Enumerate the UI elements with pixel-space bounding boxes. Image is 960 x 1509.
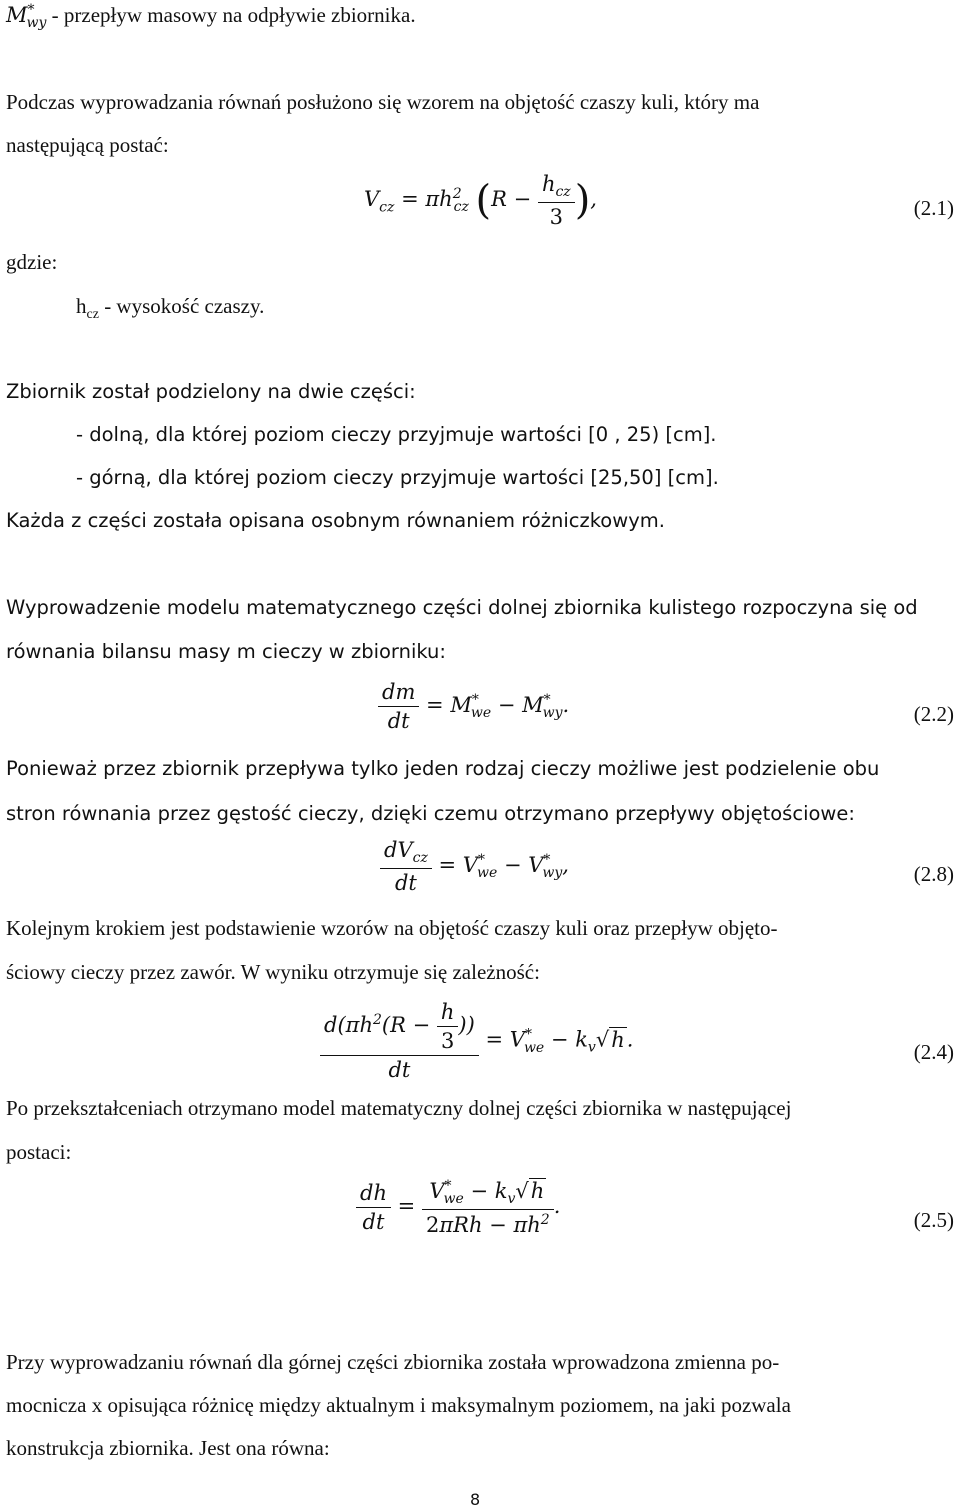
top-definition-text: - przepływ masowy na odpływie zbiornika. xyxy=(46,3,416,27)
division-line-4: Każda z części została opisana osobnym równaniem różniczkowym. xyxy=(6,509,665,532)
upper-line-1: Przy wyprowadzaniu równań dla górnej części zbiornika została wprowadzona zmienna po- xyxy=(6,1350,780,1374)
density-line-1: Ponieważ przez zbiornik przepływa tylko jeden rodzaj cieczy możliwe jest podzielenie obu xyxy=(6,757,880,780)
next-step-line-1: Kolejnym krokiem jest podstawienie wzorów na objętość czaszy kuli oraz przepływ objęto- xyxy=(6,916,778,940)
equation-2-1: $V_{cz} = \pi h^2_{cz}$ (R − $\frac{h_{cz}}{3}$ ), xyxy=(364,172,597,230)
equation-2-1-number: (2.1) xyxy=(913,196,954,220)
gdzie-item-text: - wysokość czaszy. xyxy=(104,294,265,318)
equation-2-2: $\frac{dm}{dt}$ = $M^*_{we} - M^*_{wy}$. xyxy=(378,680,569,733)
model-line-1: Wyprowadzenie modelu matematycznego części dolnej zbiornika kulistego rozpoczyna się od xyxy=(6,596,918,619)
equation-2-5-number: (2.5) xyxy=(913,1208,954,1232)
equation-2-2-number: (2.2) xyxy=(913,702,954,726)
upper-line-2: mocnicza x opisująca różnicę między aktualnym i maksymalnym poziomem, na jaki pozwala xyxy=(6,1393,791,1417)
upper-line-3: konstrukcja zbiornika. Jest ona równa: xyxy=(6,1436,330,1460)
density-line-2: stron równania przez gęstość cieczy, dzięki czemu otrzymano przepływy objętościowe: xyxy=(6,802,855,825)
intro-line-1: Podczas wyprowadzania równań posłużono się wzorem na objętość czaszy kuli, który ma xyxy=(6,90,760,114)
mass-flow-symbol: $M^*_{wy}$ xyxy=(6,2,47,32)
equation-2-5: $\frac{dh}{dt}$ = $\frac{V^*_{we} - k_v√h}{2\pi Rh - \pi h^2}$ . xyxy=(356,1178,560,1237)
equation-2-4-number: (2.4) xyxy=(913,1040,954,1064)
equation-2-8-number: (2.8) xyxy=(913,862,954,886)
division-line-2: - dolną, dla której poziom cieczy przyjmuje wartości [0 , 25) [cm]. xyxy=(76,423,717,446)
equation-2-8: $\frac{dV_{cz}}{dt}$ = $V^*_{we} - V^*_{wy}$, xyxy=(380,838,569,895)
equation-2-4: $d(\pi h^2(R$ − $\frac{h}{3}$ )) dt = $V^*_{we} - k_v√h$. xyxy=(320,1000,633,1082)
top-definition xyxy=(6,2,416,31)
division-line-1: Zbiornik został podzielony na dwie części: xyxy=(6,380,416,403)
gdzie-label: gdzie: xyxy=(6,250,58,274)
transform-line-2: postaci: xyxy=(6,1140,72,1164)
gdzie-item: $h_{cz}$ - wysokość czaszy. xyxy=(76,294,265,323)
division-line-3: - górną, dla której poziom cieczy przyjmuje wartości [25,50] [cm]. xyxy=(76,466,719,489)
intro-line-2: następującą postać: xyxy=(6,133,169,157)
page-number: 8 xyxy=(470,1490,481,1509)
transform-line-1: Po przekształceniach otrzymano model matematyczny dolnej części zbiornika w następującej xyxy=(6,1096,792,1120)
next-step-line-2: ściowy cieczy przez zawór. W wyniku otrzymuje się zależność: xyxy=(6,960,540,984)
model-line-2: równania bilansu masy m cieczy w zbiorniku: xyxy=(6,640,446,663)
